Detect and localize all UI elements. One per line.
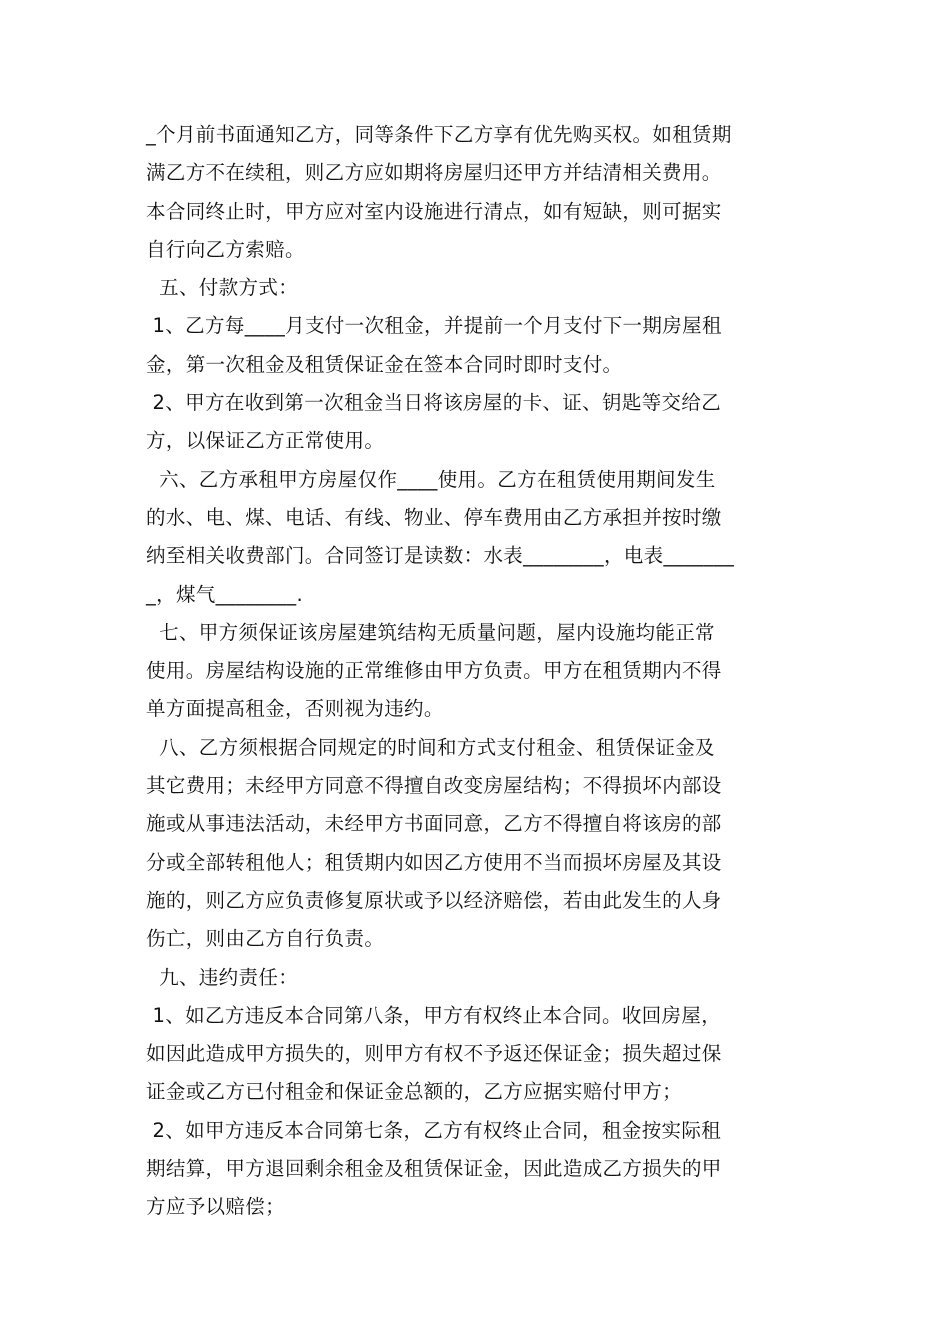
text-line: 施或从事违法活动，未经甲方书面同意，乙方不得擅自将该房的部 bbox=[146, 812, 722, 836]
text-line: 其它费用；未经甲方同意不得擅自改变房屋结构；不得损坏内部设 bbox=[146, 774, 722, 798]
section-heading: 五、付款方式： bbox=[146, 276, 299, 300]
text-line: 自行向乙方索赔。 bbox=[146, 237, 305, 261]
text-line: 金，第一次租金及租赁保证金在签本合同时即时支付。 bbox=[146, 352, 623, 376]
text-line: 本合同终止时，甲方应对室内设施进行清点，如有短缺，则可据实 bbox=[146, 199, 722, 223]
text-line: 方应予以赔偿； bbox=[146, 1195, 285, 1219]
text-line: 分或全部转租他人；租赁期内如因乙方使用不当而损坏房屋及其设 bbox=[146, 850, 722, 874]
text-line: 七、甲方须保证该房屋建筑结构无质量问题，屋内设施均能正常 bbox=[146, 620, 715, 644]
text-line: 单方面提高租金，否则视为违约。 bbox=[146, 697, 444, 721]
text-line: 如因此造成甲方损失的，则甲方有权不予返还保证金；损失超过保 bbox=[146, 1042, 722, 1066]
text-line: 施的，则乙方应负责修复原状或予以经济赔偿，若由此发生的人身 bbox=[146, 888, 722, 912]
text-line: _个月前书面通知乙方，同等条件下乙方享有优先购买权。如租赁期 bbox=[146, 123, 732, 146]
text-line: 伤亡，则由乙方自行负责。 bbox=[146, 927, 385, 951]
text-line: 证金或乙方已付租金和保证金总额的，乙方应据实赔付甲方； bbox=[146, 1080, 682, 1104]
text-line: 使用。房屋结构设施的正常维修由甲方负责。甲方在租赁期内不得 bbox=[146, 659, 722, 683]
document-body bbox=[146, 116, 808, 1227]
text-line: 1、如乙方违反本合同第八条，甲方有权终止本合同。收回房屋， bbox=[146, 1003, 722, 1027]
text-line: 1、乙方每____月支付一次租金，并提前一个月支付下一期房屋租 bbox=[146, 314, 722, 338]
text-line: 方，以保证乙方正常使用。 bbox=[146, 429, 385, 453]
text-line: 八、乙方须根据合同规定的时间和方式支付租金、租赁保证金及 bbox=[146, 735, 715, 759]
text-line: 纳至相关收费部门。合同签订是读数：水表________，电表_______ bbox=[146, 544, 735, 568]
text-line: 期结算，甲方退回剩余租金及租赁保证金，因此造成乙方损失的甲 bbox=[146, 1157, 722, 1181]
text-line: 的水、电、煤、电话、有线、物业、停车费用由乙方承担并按时缴 bbox=[146, 505, 722, 529]
text-line: 六、乙方承租甲方房屋仅作____使用。乙方在租赁使用期间发生 bbox=[146, 467, 716, 491]
text-line: 2、甲方在收到第一次租金当日将该房屋的卡、证、钥匙等交给乙 bbox=[146, 391, 722, 415]
text-line: _，煤气________. bbox=[146, 582, 303, 606]
text-line: 满乙方不在续租，则乙方应如期将房屋归还甲方并结清相关费用。 bbox=[146, 161, 722, 185]
text-line: 2、如甲方违反本合同第七条，乙方有权终止合同，租金按实际租 bbox=[146, 1118, 722, 1142]
section-heading: 九、违约责任： bbox=[146, 965, 299, 989]
